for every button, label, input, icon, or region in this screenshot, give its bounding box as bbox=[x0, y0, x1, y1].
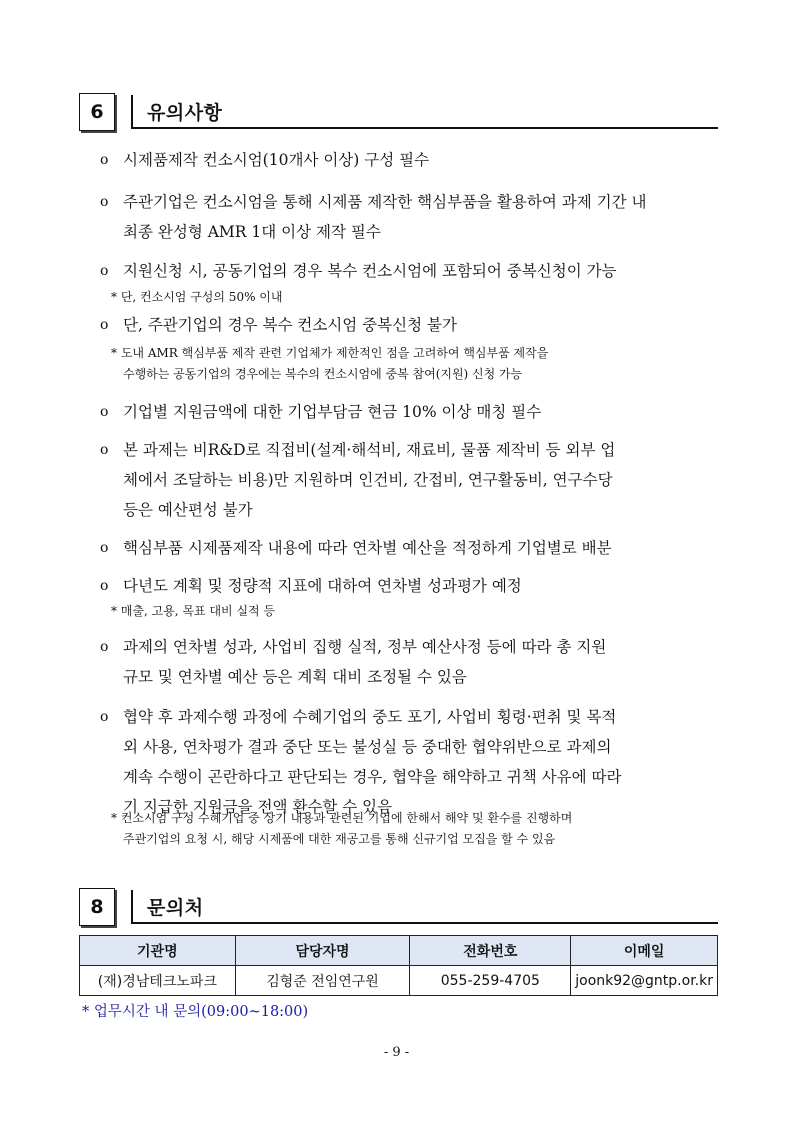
bullet-circle-icon: o bbox=[100, 578, 109, 594]
header-org: 기관명 bbox=[80, 936, 236, 966]
business-hours-note: * 업무시간 내 문의(09:00~18:00) bbox=[82, 1004, 309, 1020]
note: * 컨소시엄 구성 수혜기업 중 상기 내용과 관련된 기업에 한해서 해약 및 환수를 진행하며 주관기업의 요청 시, 해당 시제품에 대한 재공고를 통해 신규기업 모집을 할 수 있음 bbox=[111, 811, 573, 846]
list-item: o 다년도 계획 및 정량적 지표에 대하여 연차별 성과평가 예정 bbox=[100, 571, 720, 601]
section-divider-bar bbox=[131, 95, 133, 129]
list-item: o 주관기업은 컨소시엄을 통해 시제품 제작한 핵심부품을 활용하여 과제 기간 내 최종 완성형 AMR 1대 이상 제작 필수 bbox=[100, 187, 720, 247]
bullet-circle-icon: o bbox=[100, 194, 109, 210]
bullet-circle-icon: o bbox=[100, 442, 109, 458]
list-item: o 기업별 지원금액에 대한 기업부담금 현금 10% 이상 매칭 필수 bbox=[100, 397, 720, 427]
section-underline bbox=[131, 127, 718, 129]
bullet-circle-icon: o bbox=[100, 404, 109, 420]
list-item: o 단, 주관기업의 경우 복수 컨소시엄 중복신청 불가 bbox=[100, 310, 720, 340]
header-contact-person: 담당자명 bbox=[235, 936, 410, 966]
bullet-circle-icon: o bbox=[100, 317, 109, 333]
bullet-circle-icon: o bbox=[100, 540, 109, 556]
bullet-circle-icon: o bbox=[100, 709, 109, 725]
list-item: o 핵심부품 시제품제작 내용에 따라 연차별 예산을 적정하게 기업별로 배분 bbox=[100, 533, 720, 563]
list-item: o 본 과제는 비R&D로 직접비(설계·해석비, 재료비, 물품 제작비 등 외부 업 체에서 조달하는 비용)만 지원하며 인건비, 간접비, 연구활동비, 연구수당 등은 예산편성 불가 bbox=[100, 435, 720, 525]
contact-table bbox=[79, 935, 718, 996]
bullet-circle-icon: o bbox=[100, 263, 109, 279]
section-underline bbox=[131, 922, 718, 924]
bullet-circle-icon: o bbox=[100, 639, 109, 655]
section-number-box: 6 bbox=[79, 93, 115, 131]
cell-email: joonk92@gntp.or.kr bbox=[571, 966, 718, 996]
table-header-row bbox=[80, 936, 718, 966]
section-divider-bar bbox=[131, 890, 133, 924]
cell-org: (재)경남테크노파크 bbox=[80, 966, 236, 996]
list-item: o 과제의 연차별 성과, 사업비 집행 실적, 정부 예산사정 등에 따라 총 지원 규모 및 연차별 예산 등은 계획 대비 조정될 수 있음 bbox=[100, 632, 720, 692]
bullet-circle-icon: o bbox=[100, 152, 109, 168]
list-item: o 시제품제작 컨소시엄(10개사 이상) 구성 필수 bbox=[100, 145, 720, 175]
list-item: o 지원신청 시, 공동기업의 경우 복수 컨소시엄에 포함되어 중복신청이 가능 bbox=[100, 256, 720, 286]
section-8-header bbox=[79, 888, 718, 928]
section-number-box: 8 bbox=[79, 888, 115, 926]
header-email: 이메일 bbox=[571, 936, 718, 966]
list-item: o 협약 후 과제수행 과정에 수혜기업의 중도 포기, 사업비 횡령·편취 및 목적 외 사용, 연차평가 결과 중단 또는 불성실 등 중대한 협약위반으로 과제의 계속 수행이 곤란하다고 판단되는 경우, 협약을 해약하고 귀책 사유에 따라 기 지급한 지원금을 전액 환수할 수 있음 bbox=[100, 702, 720, 822]
header-phone: 전화번호 bbox=[410, 936, 571, 966]
section-6-header bbox=[79, 93, 718, 133]
section-title: 유의사항 bbox=[147, 102, 223, 124]
table-row bbox=[80, 966, 718, 996]
note: * 도내 AMR 핵심부품 제작 관련 기업체가 제한적인 점을 고려하여 핵심부품 제작을 수행하는 공동기업의 경우에는 복수의 컨소시엄에 중복 참여(지원) 신청 가능 bbox=[111, 346, 549, 381]
note: * 단, 컨소시엄 구성의 50% 이내 bbox=[111, 290, 283, 304]
note: * 매출, 고용, 목표 대비 실적 등 bbox=[111, 604, 276, 618]
cell-contact-person: 김형준 전임연구원 bbox=[235, 966, 410, 996]
section-title: 문의처 bbox=[147, 897, 204, 919]
page-number: - 9 - bbox=[383, 1045, 410, 1060]
cell-phone: 055-259-4705 bbox=[410, 966, 571, 996]
